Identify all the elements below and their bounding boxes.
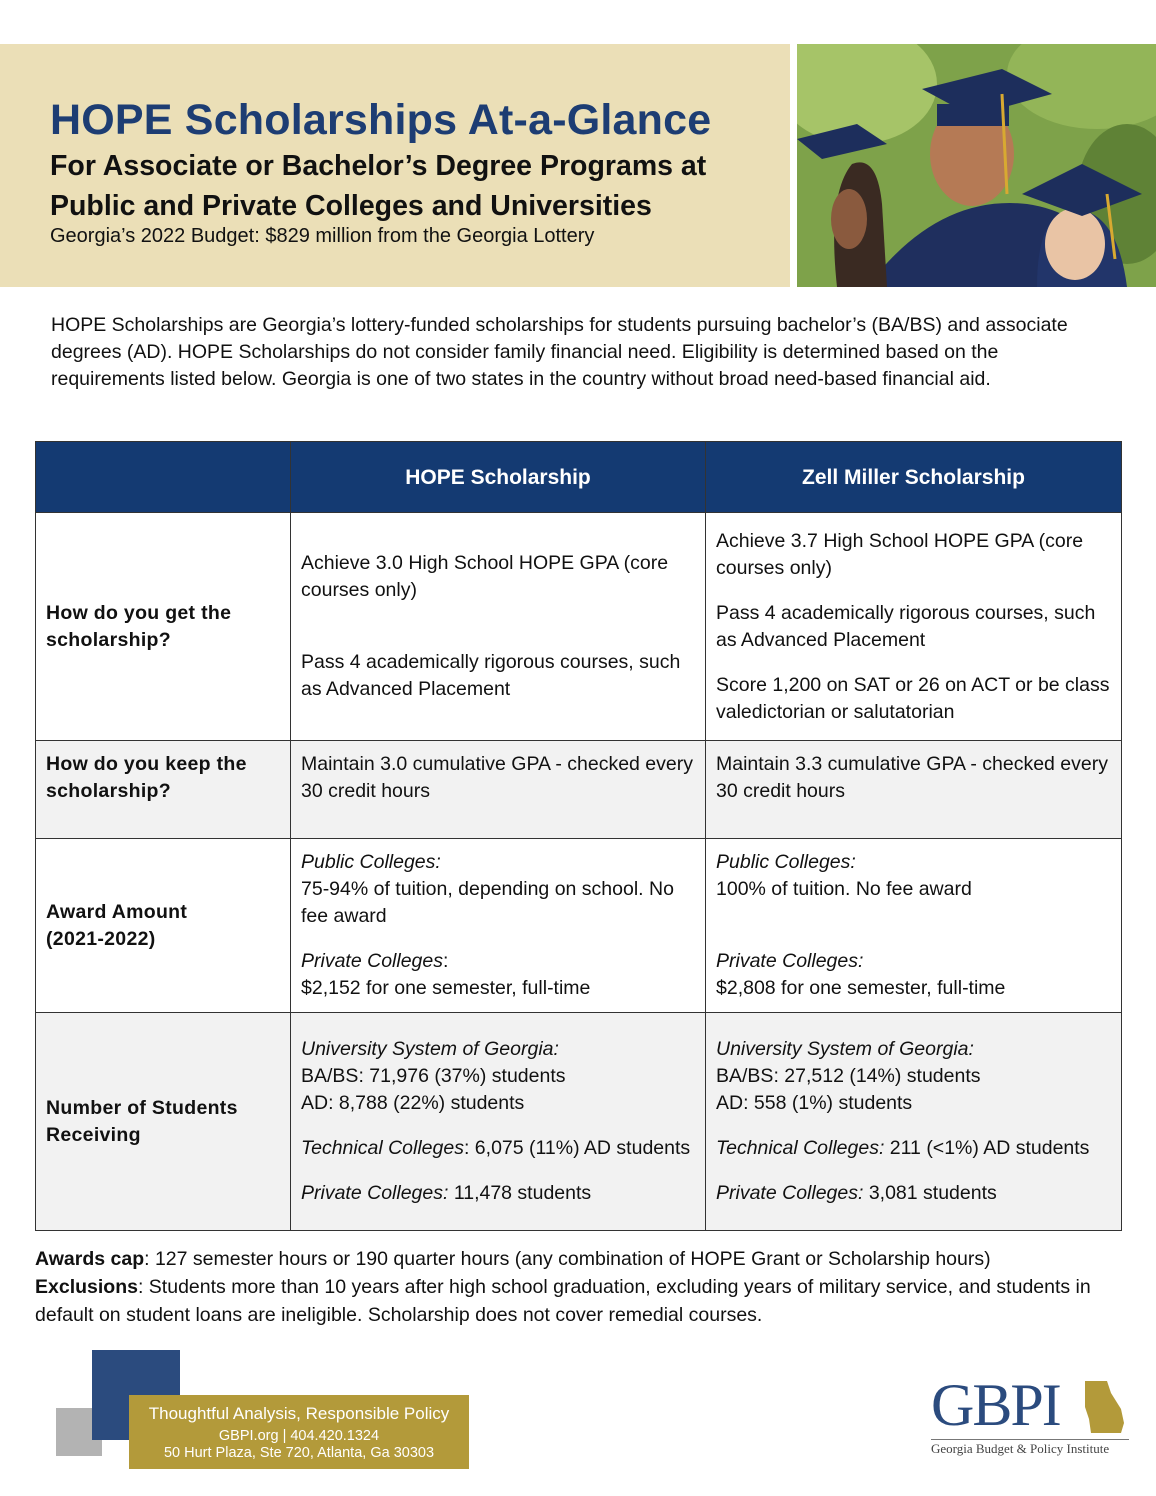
award-label-line-1: Award Amount: [46, 900, 188, 923]
contact-line: GBPI.org | 404.420.1324: [218, 1428, 380, 1444]
tagline-box: [129, 1395, 469, 1469]
hope-usg-babs: BA/BS: 71,976 (37%) students: [301, 1065, 566, 1087]
hope-usg-label: University System of Georgia:: [301, 1038, 559, 1060]
gbpi-logo-rule: [931, 1439, 1129, 1440]
exclusions-label: Exclusions: [35, 1276, 138, 1298]
row-keep-scholarship: [36, 741, 1122, 839]
subtitle-line-2: Public and Private Colleges and Universities: [50, 190, 652, 222]
zell-private-label: Private Colleges:: [716, 1182, 864, 1204]
table-header-row: [36, 442, 1122, 513]
scholarship-comparison-table: [35, 441, 1122, 1231]
zell-get-cell: [706, 513, 1122, 741]
georgia-state-icon: [1081, 1379, 1127, 1435]
awards-cap-label: Awards cap: [35, 1248, 145, 1270]
gbpi-logo-letters: GBPI: [931, 1372, 1060, 1438]
zell-award-private: $2,808 for one semester, full-time: [716, 977, 1006, 999]
exclusions-text: : Students more than 10 years after high school graduation, excluding years of military service, and students in default on student loans are ineligible. Scholarship does not cover remedial courses.: [35, 1276, 1091, 1326]
zell-keep-cell: Maintain 3.3 cumulative GPA - checked every 30 credit hours: [706, 741, 1122, 839]
hope-keep-cell: Maintain 3.0 cumulative GPA - checked every 30 credit hours: [291, 741, 706, 839]
hope-tech-label: Technical Colleges: [301, 1137, 464, 1159]
gbpi-full-name: Georgia Budget & Policy Institute: [931, 1441, 1110, 1456]
hope-get-gpa: Achieve 3.0 High School HOPE GPA (core courses only): [301, 552, 669, 601]
zell-get-gpa: Achieve 3.7 High School HOPE GPA (core courses only): [716, 529, 1084, 579]
hope-award-public: 75-94% of tuition, depending on school. No fee award: [301, 878, 674, 927]
hope-private-value: 11,478 students: [448, 1182, 592, 1204]
hope-private-label: Private Colleges:: [301, 1182, 449, 1204]
hope-students-cell: [291, 1013, 706, 1231]
hope-get-courses: Pass 4 academically rigorous courses, such as Advanced Placement: [301, 651, 681, 700]
hope-award-private: $2,152 for one semester, full-time: [301, 977, 591, 999]
zell-award-public: 100% of tuition. No fee award: [716, 878, 972, 900]
header-hope: HOPE Scholarship: [291, 442, 706, 513]
subtitle-line-1: For Associate or Bachelor’s Degree Programs at: [50, 150, 707, 182]
hope-tech-value: : 6,075 (11%) AD students: [463, 1137, 691, 1159]
tagline: Thoughtful Analysis, Responsible Policy: [148, 1404, 450, 1423]
row-label-keep: How do you keep the scholarship?: [36, 741, 291, 839]
zell-usg-ad: AD: 558 (1%) students: [716, 1092, 913, 1114]
zell-students-cell: [706, 1013, 1122, 1231]
zell-get-courses: Pass 4 academically rigorous courses, such as Advanced Placement: [716, 601, 1096, 651]
row-label-award: [36, 839, 291, 1013]
graduates-photo: [797, 44, 1156, 287]
zell-tech-value: 211 (<1%) AD students: [884, 1137, 1090, 1159]
address-line: 50 Hurt Plaza, Ste 720, Atlanta, Ga 30303: [163, 1445, 435, 1461]
row-get-scholarship: [36, 513, 1122, 741]
zell-usg-label: University System of Georgia:: [716, 1038, 974, 1060]
graduates-illustration: [797, 44, 1156, 287]
awards-cap-text: : 127 semester hours or 190 quarter hours (any combination of HOPE Grant or Scholarship hours): [144, 1248, 991, 1270]
hope-award-private-colon: :: [442, 950, 449, 972]
page-subtitle: [50, 146, 790, 226]
hope-get-cell: [291, 513, 706, 741]
zell-private-value: 3,081 students: [863, 1182, 997, 1204]
zell-usg-babs: BA/BS: 27,512 (14%) students: [716, 1065, 981, 1087]
budget-line: Georgia’s 2022 Budget: $829 million from the Georgia Lottery: [50, 225, 595, 247]
award-label-line-2: (2021-2022): [46, 927, 156, 950]
intro-paragraph: HOPE Scholarships are Georgia’s lottery-funded scholarships for students pursuing bachelor’s (BA/BS) and associate degrees (AD). HOPE Scholarships do not consider family financial need. Eligibility is determined based on the requirements listed below. Georgia is one of two states in the country without broad need-based financial aid.: [51, 314, 1068, 390]
zell-award-cell: [706, 839, 1122, 1013]
hope-usg-ad: AD: 8,788 (22%) students: [301, 1092, 525, 1114]
zell-get-test: Score 1,200 on SAT or 26 on ACT or be class valedictorian or salutatorian: [716, 673, 1110, 723]
gbpi-logo: [931, 1372, 1131, 1460]
hope-award-public-label: Public Colleges:: [301, 851, 441, 873]
zell-tech-label: Technical Colleges:: [716, 1137, 885, 1159]
hope-award-private-label: Private Colleges: [301, 950, 443, 972]
hope-award-cell: [291, 839, 706, 1013]
footnotes: [35, 1245, 1135, 1329]
page-title: HOPE Scholarships At-a-Glance: [50, 96, 712, 144]
header-zell-miller: Zell Miller Scholarship: [706, 442, 1122, 513]
row-label-students: Number of Students Receiving: [36, 1013, 291, 1231]
zell-award-public-label: Public Colleges:: [716, 851, 856, 873]
header-empty-cell: [36, 442, 291, 513]
zell-award-private-label: Private Colleges:: [716, 950, 864, 972]
row-label-get: How do you get the scholarship?: [36, 513, 291, 741]
row-award-amount: [36, 839, 1122, 1013]
row-students-receiving: [36, 1013, 1122, 1231]
